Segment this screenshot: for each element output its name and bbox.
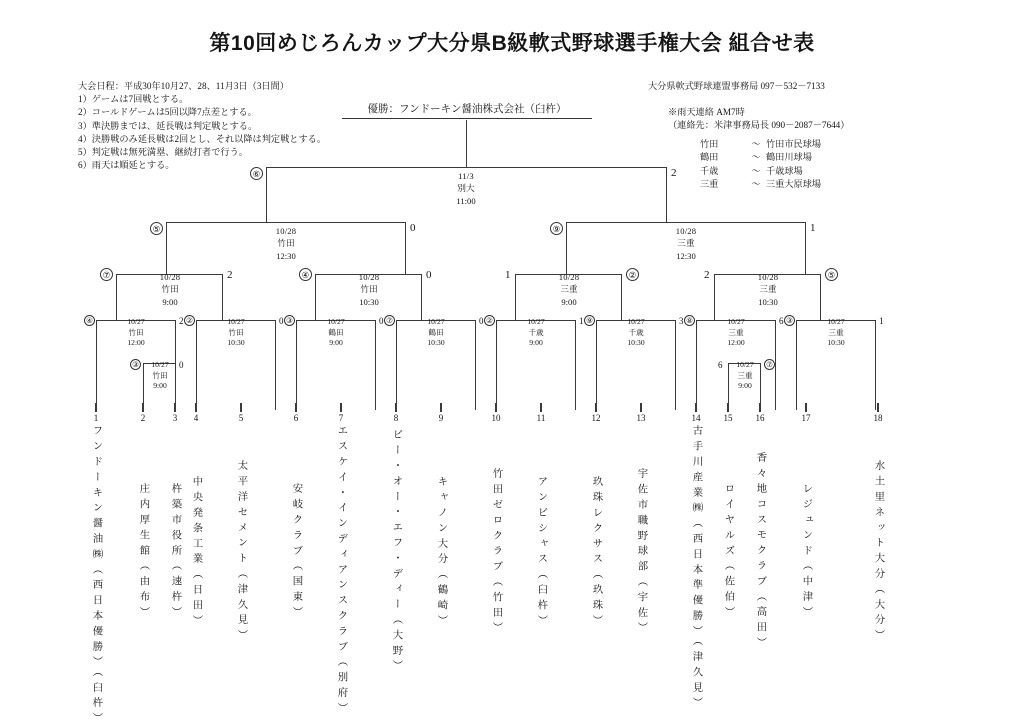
r1-1-left-seed: ④ bbox=[84, 315, 95, 326]
team-name: 水土里ネット大分（大分） bbox=[872, 460, 884, 645]
r1-7-left-seed: ⑧ bbox=[684, 315, 695, 326]
team-number: 2 bbox=[140, 413, 146, 423]
qf4-time: 10:30 bbox=[758, 296, 778, 307]
team-entry bbox=[623, 403, 659, 680]
r1-2-venue: 竹田 bbox=[228, 327, 244, 337]
final-right-score: 2 bbox=[671, 167, 677, 179]
venue-tilde: ～ bbox=[751, 179, 761, 190]
team-stem bbox=[95, 403, 96, 412]
team-entry bbox=[323, 403, 359, 718]
venue-legend bbox=[700, 138, 821, 192]
r1-5-time: 9:00 bbox=[529, 338, 543, 348]
rule-line: 大会日程：平成30年10月27、28、11月3日（3日間） bbox=[78, 81, 289, 91]
venue-full: 鶴田川球場 bbox=[766, 152, 812, 163]
qf3-match-info bbox=[523, 271, 615, 308]
team-name: フンドーキン醤油㈱（西日本優勝）（臼杵） bbox=[90, 425, 102, 728]
r1-8-left-seed: ③ bbox=[784, 315, 795, 326]
r1-6-left-seed: ⑨ bbox=[584, 315, 595, 326]
qf2-drop-b bbox=[421, 274, 422, 320]
qf1-venue: 竹田 bbox=[161, 284, 179, 295]
qf4-left-score: 2 bbox=[704, 269, 710, 281]
r1-7-drop-b bbox=[775, 320, 776, 410]
federation-office-contact bbox=[648, 80, 825, 93]
team-entry bbox=[578, 403, 614, 680]
r1-3-left-seed: ③ bbox=[284, 315, 295, 326]
team-stem bbox=[142, 403, 143, 412]
qf3-date: 10/28 bbox=[558, 272, 580, 282]
r1-1-date: 10/27 bbox=[127, 317, 145, 326]
venue-full: 竹田市民球場 bbox=[766, 139, 822, 149]
team-stem bbox=[595, 403, 596, 412]
r1-5-left-seed: ② bbox=[484, 315, 495, 326]
final-time: 11:00 bbox=[456, 195, 476, 206]
r1-3-drop-a bbox=[296, 320, 297, 410]
team-stem bbox=[340, 403, 341, 412]
venue-short: 三重 bbox=[700, 179, 719, 190]
qf4-drop-b bbox=[820, 274, 821, 320]
team-name: ビー・オー・エフ・ディー（大野） bbox=[390, 429, 402, 676]
team-entry bbox=[423, 403, 459, 680]
team-stem bbox=[805, 403, 806, 412]
prelim-a-venue: 竹田 bbox=[152, 370, 168, 380]
team-stem bbox=[877, 403, 878, 412]
final-date: 11/3 bbox=[458, 171, 474, 181]
final-match-info bbox=[411, 170, 521, 207]
team-stem bbox=[759, 403, 760, 412]
r1-4-date: 10/27 bbox=[427, 317, 445, 326]
team-stem bbox=[695, 403, 696, 412]
team-number: 15 bbox=[723, 413, 733, 423]
qf3-drop-a bbox=[515, 274, 516, 320]
r1-2-drop-b bbox=[275, 320, 276, 410]
team-stem bbox=[240, 403, 241, 412]
r1-6-date: 10/27 bbox=[627, 317, 645, 326]
rule-line: 5）判定戦は無死満塁、継続打者で行う。 bbox=[78, 147, 248, 158]
team-name: エスケイ・インディアンスクラブ（別府） bbox=[335, 425, 347, 718]
team-number: 6 bbox=[293, 413, 299, 423]
r1-5-match-info bbox=[501, 317, 571, 349]
rule-line: 4）決勝戦のみ延長戦は2回とし、それ以降は判定戦とする。 bbox=[78, 133, 327, 144]
r1-6-drop-b bbox=[675, 320, 676, 410]
team-name: 古手川産業㈱（西日本準優勝）（津久見） bbox=[690, 425, 702, 713]
venue-tilde: ～ bbox=[751, 165, 761, 176]
qf1-right-score: 2 bbox=[227, 269, 233, 281]
team-entry bbox=[742, 403, 778, 680]
prelim-a-match-info bbox=[146, 360, 174, 392]
r1-6-drop-a bbox=[596, 320, 597, 410]
venue-full: 千歳球場 bbox=[766, 165, 803, 176]
contact-person-line: （連絡先：米津事務局長 090－2087－7644） bbox=[668, 120, 850, 131]
team-number: 14 bbox=[691, 413, 701, 423]
team-name: 中央発条工業（日田） bbox=[190, 475, 202, 630]
qf4-match-info bbox=[722, 271, 814, 308]
qf4-date: 10/28 bbox=[757, 272, 779, 282]
r1-8-time: 10:30 bbox=[827, 338, 845, 348]
r1-1-time: 12:00 bbox=[127, 338, 145, 348]
team-number: 8 bbox=[393, 413, 399, 423]
prelim-b-match-info bbox=[731, 360, 759, 392]
final-venue: 別大 bbox=[457, 183, 475, 194]
semifinal-left-match-info bbox=[231, 225, 341, 262]
team-number: 17 bbox=[801, 413, 811, 423]
team-entry bbox=[78, 403, 114, 728]
team-name: 竹田ゼロクラブ（竹田） bbox=[490, 467, 502, 638]
team-entry bbox=[788, 403, 824, 680]
semifinal-right-time: 12:30 bbox=[676, 250, 696, 261]
venue-full: 三重大原球場 bbox=[766, 179, 822, 190]
qf1-drop-b bbox=[222, 274, 223, 320]
semifinal-right-date: 10/28 bbox=[675, 226, 697, 236]
r1-6-venue: 千歳 bbox=[628, 327, 644, 337]
semifinal-right-venue: 三重 bbox=[677, 238, 695, 249]
r1-4-left-seed: ⑦ bbox=[384, 315, 395, 326]
r1-4-time: 10:30 bbox=[427, 338, 445, 348]
semifinal-left-drop-a bbox=[166, 222, 167, 274]
qf1-time: 9:00 bbox=[162, 296, 178, 307]
r1-4-right-score: 0 bbox=[479, 316, 484, 326]
team-name: レジュンド（中津） bbox=[800, 483, 812, 622]
r1-5-date: 10/27 bbox=[527, 317, 545, 326]
team-name: キャノン大分（鶴崎） bbox=[435, 475, 447, 630]
team-stem bbox=[295, 403, 296, 412]
r1-7-time: 12:00 bbox=[727, 338, 745, 348]
r1-5-venue: 千歳 bbox=[528, 327, 544, 337]
qf2-venue: 竹田 bbox=[360, 284, 378, 295]
team-entry bbox=[378, 403, 414, 680]
r1-3-match-info bbox=[301, 317, 371, 349]
prelim-b-time: 9:00 bbox=[738, 381, 752, 391]
team-name: アンビシャス（臼杵） bbox=[535, 475, 547, 630]
r1-8-drop-b bbox=[875, 320, 876, 410]
r1-5-drop-b bbox=[575, 320, 576, 410]
qf3-left-score: 1 bbox=[505, 269, 511, 281]
qf3-venue: 三重 bbox=[560, 284, 578, 295]
qf4-venue: 三重 bbox=[759, 284, 777, 295]
r1-6-match-info bbox=[601, 317, 671, 349]
semifinal-right-drop-a bbox=[566, 222, 567, 274]
semifinal-left-score: 0 bbox=[410, 222, 416, 234]
final-left-seed: ⑥ bbox=[250, 167, 263, 180]
team-entry bbox=[523, 403, 559, 680]
office-phone-line: 大分県軟式野球連盟事務局 097－532－7133 bbox=[648, 81, 825, 91]
team-stem bbox=[540, 403, 541, 412]
qf2-match-info bbox=[323, 271, 415, 308]
semifinal-left-venue: 竹田 bbox=[277, 238, 295, 249]
prelim-a-right-score: 0 bbox=[179, 360, 184, 370]
semifinal-right-match-info bbox=[631, 225, 741, 262]
team-stem bbox=[395, 403, 396, 412]
r1-3-date: 10/27 bbox=[327, 317, 345, 326]
r1-4-drop-b bbox=[475, 320, 476, 410]
r1-5-right-score: 1 bbox=[579, 316, 584, 326]
page-title: 第10回めじろんカップ大分県B級軟式野球選手権大会 組合せ表 bbox=[209, 32, 815, 55]
r1-6-time: 10:30 bbox=[627, 338, 645, 348]
team-number: 5 bbox=[238, 413, 244, 423]
qf1-drop-a bbox=[116, 274, 117, 320]
semifinal-right-score: 1 bbox=[810, 222, 816, 234]
r1-7-date: 10/27 bbox=[727, 317, 745, 326]
team-stem bbox=[495, 403, 496, 412]
prelim-b-right-seed: ⑦ bbox=[764, 359, 775, 370]
team-stem bbox=[727, 403, 728, 412]
venue-tilde: ～ bbox=[751, 139, 761, 149]
team-number: 1 bbox=[93, 413, 99, 423]
rule-line: 2）コールドゲームは5回以降7点差とする。 bbox=[78, 107, 257, 118]
team-number: 10 bbox=[491, 413, 501, 423]
team-entry bbox=[278, 403, 314, 680]
team-number: 7 bbox=[338, 413, 344, 423]
final-connector-line bbox=[266, 167, 667, 168]
r1-2-right-score: 0 bbox=[279, 316, 284, 326]
prelim-a-date: 10/27 bbox=[151, 360, 169, 369]
venue-short: 竹田 bbox=[700, 139, 719, 149]
r1-6-right-score: 3 bbox=[679, 316, 684, 326]
final-left-drop-line bbox=[266, 167, 267, 222]
venue-row bbox=[700, 138, 821, 151]
r1-1-drop-a bbox=[96, 320, 97, 410]
team-name: 香々地コスモクラブ（高田） bbox=[754, 452, 766, 653]
team-number: 11 bbox=[536, 413, 546, 423]
team-name: ロイヤルズ（佐伯） bbox=[722, 483, 734, 622]
team-name: 玖珠レクサス（玖珠） bbox=[590, 475, 602, 630]
team-stem bbox=[174, 403, 175, 412]
team-entry bbox=[223, 403, 259, 680]
team-stem bbox=[640, 403, 641, 412]
r1-7-drop-a bbox=[696, 320, 697, 410]
team-number: 18 bbox=[873, 413, 883, 423]
semifinal-right-drop-b bbox=[805, 222, 806, 274]
r1-3-right-score: 0 bbox=[379, 316, 384, 326]
qf2-time: 10:30 bbox=[359, 296, 379, 307]
team-entry bbox=[710, 403, 746, 680]
team-entry bbox=[478, 403, 514, 680]
team-number: 3 bbox=[172, 413, 178, 423]
semifinal-left-drop-b bbox=[405, 222, 406, 274]
team-number: 16 bbox=[755, 413, 765, 423]
team-entry bbox=[125, 403, 161, 680]
qf2-right-score: 0 bbox=[426, 269, 432, 281]
r1-8-right-score: 1 bbox=[879, 316, 884, 326]
final-right-drop-line bbox=[666, 167, 667, 222]
qf3-time: 9:00 bbox=[561, 296, 577, 307]
r1-2-date: 10/27 bbox=[227, 317, 245, 326]
r1-3-time: 9:00 bbox=[329, 338, 343, 348]
team-entry bbox=[678, 403, 714, 713]
r1-3-drop-b bbox=[375, 320, 376, 410]
r1-4-drop-a bbox=[396, 320, 397, 410]
qf2-left-seed: ④ bbox=[299, 268, 312, 281]
team-stem bbox=[195, 403, 196, 412]
r1-2-time: 10:30 bbox=[227, 338, 245, 348]
r1-2-left-seed: ② bbox=[184, 315, 195, 326]
team-entry bbox=[178, 403, 214, 680]
team-number: 12 bbox=[591, 413, 601, 423]
r1-4-venue: 鶴田 bbox=[428, 327, 444, 337]
team-name: 安岐クラブ（国東） bbox=[290, 483, 302, 622]
prelim-b-left-score: 6 bbox=[718, 360, 723, 370]
qf1-date: 10/28 bbox=[159, 272, 181, 282]
team-number: 13 bbox=[636, 413, 646, 423]
semifinal-left-date: 10/28 bbox=[275, 226, 297, 236]
semifinal-right-connector bbox=[566, 222, 806, 223]
r1-4-match-info bbox=[401, 317, 471, 349]
semifinal-left-seed: ⑤ bbox=[150, 222, 163, 235]
tournament-rules-block bbox=[78, 80, 326, 172]
team-number: 9 bbox=[438, 413, 444, 423]
r1-1-right-score: 2 bbox=[179, 316, 184, 326]
qf4-right-seed: ⑤ bbox=[825, 268, 838, 281]
semifinal-left-connector bbox=[166, 222, 406, 223]
r1-8-venue: 三重 bbox=[828, 327, 844, 337]
venue-tilde: ～ bbox=[751, 152, 761, 163]
venue-short: 千歳 bbox=[700, 165, 719, 176]
r1-1-match-info bbox=[101, 317, 171, 349]
team-name: 杵築市役所（速杵） bbox=[169, 483, 181, 622]
qf1-match-info bbox=[124, 271, 216, 308]
r1-5-drop-a bbox=[496, 320, 497, 410]
qf1-left-seed: ⑦ bbox=[100, 268, 113, 281]
qf3-right-seed: ② bbox=[626, 268, 639, 281]
rule-line: 3）準決勝までは、延長戦は判定戦とする。 bbox=[78, 120, 258, 131]
prelim-b-date: 10/27 bbox=[736, 360, 754, 369]
qf2-drop-a bbox=[315, 274, 316, 320]
team-name: 庄内厚生館（由布） bbox=[137, 483, 149, 622]
final-stem-line bbox=[466, 120, 467, 167]
semifinal-left-time: 12:30 bbox=[276, 250, 296, 261]
prelim-b-venue: 三重 bbox=[737, 370, 753, 380]
team-stem bbox=[440, 403, 441, 412]
venue-short: 鶴田 bbox=[700, 152, 719, 163]
r1-8-drop-a bbox=[796, 320, 797, 410]
rule-line: 6）雨天は順延とする。 bbox=[78, 160, 175, 171]
r1-7-match-info bbox=[701, 317, 771, 349]
r1-7-venue: 三重 bbox=[728, 327, 744, 337]
rule-line: 1）ゲームは7回戦とする。 bbox=[78, 94, 189, 105]
team-entry bbox=[860, 403, 896, 680]
r1-7-right-score: 6 bbox=[779, 316, 784, 326]
prelim-a-time: 9:00 bbox=[153, 381, 167, 391]
champion-label: 優勝：フンドーキン醤油株式会社（臼杵） bbox=[342, 101, 592, 119]
semifinal-right-seed: ⑨ bbox=[550, 222, 563, 235]
venue-row bbox=[700, 151, 821, 164]
venue-row bbox=[700, 178, 821, 191]
qf3-drop-b bbox=[621, 274, 622, 320]
rain-contact-block bbox=[668, 106, 849, 132]
r1-3-venue: 鶴田 bbox=[328, 327, 344, 337]
r1-8-date: 10/27 bbox=[827, 317, 845, 326]
rain-notice-line: ※雨天連絡 AM7時 bbox=[668, 107, 745, 117]
prelim-a-left-seed: ③ bbox=[130, 359, 141, 370]
team-name: 太平洋セメント（津久見） bbox=[235, 460, 247, 645]
r1-1-venue: 竹田 bbox=[128, 327, 144, 337]
r1-2-drop-a bbox=[196, 320, 197, 410]
qf2-date: 10/28 bbox=[358, 272, 380, 282]
team-name: 宇佐市職野球部（宇佐） bbox=[635, 467, 647, 638]
team-number: 4 bbox=[193, 413, 199, 423]
r1-8-match-info bbox=[801, 317, 871, 349]
venue-row bbox=[700, 165, 821, 178]
qf4-drop-a bbox=[714, 274, 715, 320]
r1-2-match-info bbox=[201, 317, 271, 349]
